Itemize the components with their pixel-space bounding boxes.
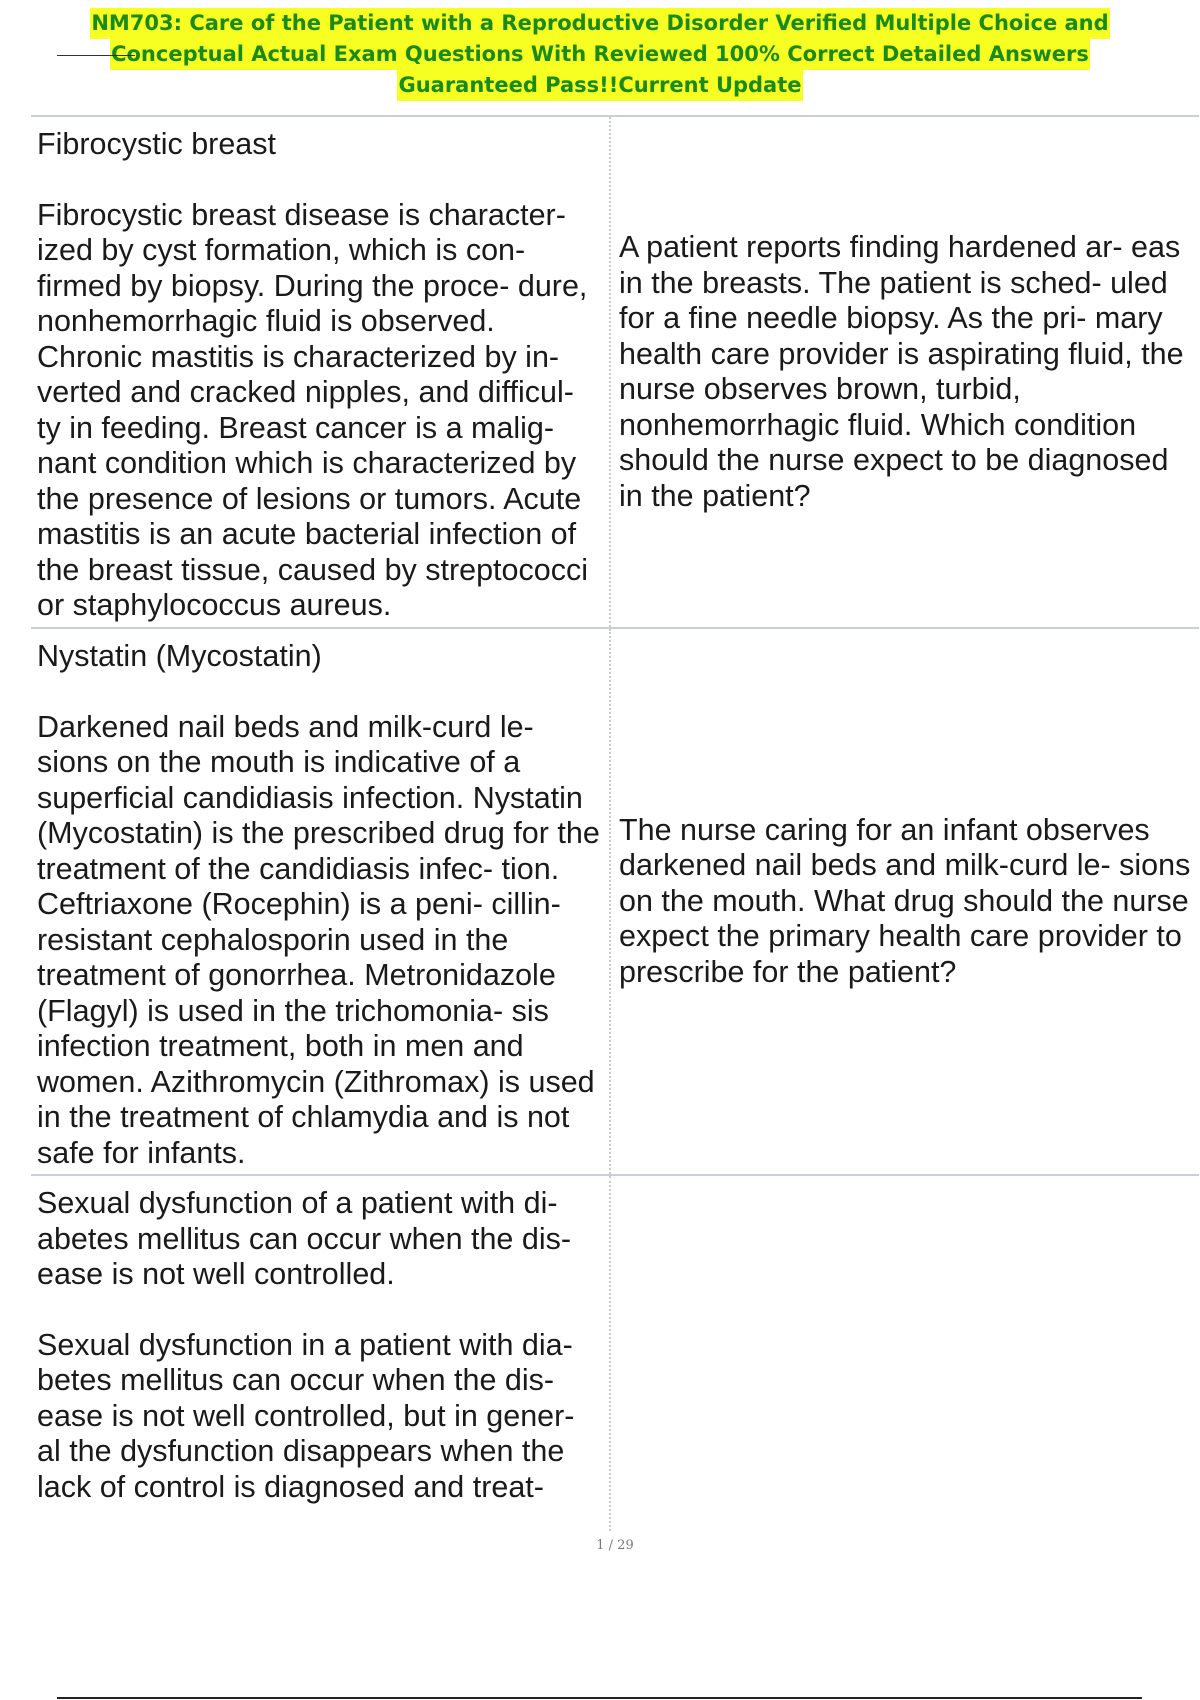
answer-panel bbox=[31, 117, 611, 627]
header-rule bbox=[57, 55, 135, 56]
answer-term: Sexual dysfunction of a patient with di- abetes mellitus can occur when the dis- ease is not well controlled. bbox=[37, 1186, 572, 1291]
answer-term: Fibrocystic breast bbox=[37, 127, 276, 161]
question-text: The nurse caring for an infant observes darkened nail beds and milk-curd le- sions on the mouth. What drug should the nurse expect the primary health care provider to prescribe for the patient? bbox=[619, 812, 1191, 989]
page-number: 1 / 29 bbox=[596, 1538, 634, 1553]
flashcard bbox=[31, 627, 1199, 1174]
title-line-3: Guaranteed Pass!!Current Update bbox=[397, 70, 802, 101]
flashcard bbox=[31, 115, 1199, 627]
answer-explanation: Darkened nail beds and milk-curd le- sions on the mouth is indicative of a superficial candidiasis infection. Nystatin (Mycostatin) is the prescribed drug for the treatment of the candidiasis infec- tion. Ceftriaxone (Rocephin) is a peni- cillin-resistant cephalosporin used in the treatment of gonorrhea. Metronidazole (Flagyl) is used in the trichomonia- sis infection treatment, both in men and women. Azithromycin (Zithromax) is used in the treatment of chlamydia and is not safe for infants. bbox=[37, 709, 600, 1170]
answer-panel bbox=[31, 629, 611, 1174]
document-title bbox=[0, 8, 1200, 101]
title-line-1: NM703: Care of the Patient with a Reproductive Disorder Verified Multiple Choice and bbox=[90, 8, 1109, 39]
footer-rule bbox=[57, 1697, 1142, 1699]
flashcard-list bbox=[31, 115, 1199, 1531]
question-text: A patient reports finding hardened ar- eas in the breasts. The patient is sched- uled for a fine needle biopsy. As the pri- mary health care provider is aspirating fluid, the nurse observes brown, turbid, nonhemorrhagic fluid. Which condition should the nurse expect to be diagnosed in the patient? bbox=[619, 230, 1184, 513]
answer-term: Nystatin (Mycostatin) bbox=[37, 639, 322, 673]
question-panel bbox=[611, 629, 1199, 1174]
question-panel bbox=[611, 1176, 1199, 1531]
flashcard bbox=[31, 1174, 1199, 1531]
answer-explanation: Fibrocystic breast disease is character- ized by cyst formation, which is con- firmed by biopsy. During the proce- dure, nonhemorrhagic fluid is observed. Chronic mastitis is characterized by in- verted and cracked nipples, and difficul- ty in feeding. Breast cancer is a malig- nant condition which is characterized by the presence of lesions or tumors. Acute mastitis is an acute bacterial infection of the breast tissue, caused by streptococci or staphylococcus aureus. bbox=[37, 197, 588, 622]
answer-panel bbox=[31, 1176, 611, 1531]
question-panel bbox=[611, 117, 1199, 627]
title-line-2: Conceptual Actual Exam Questions With Reviewed 100% Correct Detailed Answers bbox=[110, 39, 1090, 70]
answer-explanation: Sexual dysfunction in a patient with dia- betes mellitus can occur when the dis- ease is not well controlled, but in gener- al the dysfunction disappears when the lack of control is diagnosed and treat- bbox=[37, 1327, 575, 1504]
